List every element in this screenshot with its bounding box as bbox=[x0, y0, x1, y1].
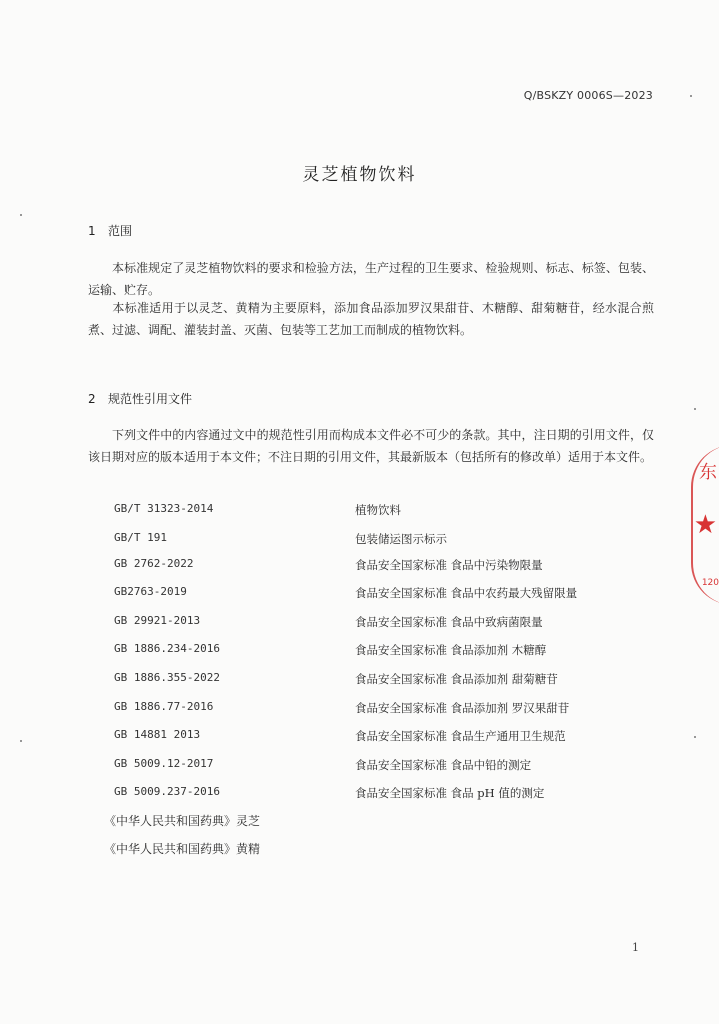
reference-title: 食品安全国家标准 食品添加剂 罗汉果甜苷 bbox=[355, 700, 570, 715]
reference-item bbox=[114, 502, 634, 531]
reference-item bbox=[114, 757, 634, 786]
section-title: 规范性引用文件 bbox=[108, 392, 193, 406]
seal-stamp-numerals: 120 bbox=[701, 578, 719, 588]
document-title: 灵芝植物饮料 bbox=[302, 165, 417, 185]
reference-item bbox=[114, 642, 634, 671]
scan-speck bbox=[20, 740, 22, 742]
reference-code: GB 2762-2022 bbox=[114, 556, 194, 570]
reference-title: 食品安全国家标准 食品添加剂 甜菊糖苷 bbox=[355, 671, 558, 686]
reference-item bbox=[114, 671, 634, 700]
reference-code: GB/T 191 bbox=[114, 530, 167, 544]
reference-title: 食品安全国家标准 食品中农药最大残留限量 bbox=[355, 586, 578, 601]
pharmacopoeia-item: 《中华人民共和国药典》黄精 bbox=[104, 842, 261, 856]
reference-item bbox=[114, 614, 634, 643]
reference-title: 食品安全国家标准 食品 pH 值的测定 bbox=[355, 786, 545, 801]
reference-code: GB 1886.234-2016 bbox=[114, 642, 220, 656]
reference-title: 食品安全国家标准 食品添加剂 木糖醇 bbox=[355, 643, 547, 658]
reference-code: GB/T 31323-2014 bbox=[114, 502, 214, 515]
reference-title: 食品安全国家标准 食品中铅的测定 bbox=[355, 757, 532, 772]
section-title: 范围 bbox=[108, 224, 133, 238]
paragraph-text: 本标准规定了灵芝植物饮料的要求和检验方法，生产过程的卫生要求、检验规则、标志、标签、包装、运输、贮存。 bbox=[88, 261, 654, 297]
section-1-paragraph-1 bbox=[88, 257, 654, 301]
reference-title: 食品安全国家标准 食品生产通用卫生规范 bbox=[355, 729, 566, 744]
scan-speck bbox=[20, 214, 22, 216]
paragraph-text: 下列文件中的内容通过文中的规范性引用而构成本文件必不可少的条款。其中，注日期的引用文件，仅该日期对应的版本适用于本文件；不注日期的引用文件，其最新版本（包括所有的修改单）适用于本文件。 bbox=[88, 428, 654, 464]
section-1-heading bbox=[88, 222, 132, 239]
reference-title: 食品安全国家标准 食品中致病菌限量 bbox=[355, 614, 543, 629]
reference-title: 包装储运图示标示 bbox=[355, 531, 447, 546]
reference-title: 食品安全国家标准 食品中污染物限量 bbox=[355, 557, 543, 572]
reference-code: GB 14881 2013 bbox=[114, 728, 201, 742]
reference-item bbox=[114, 785, 634, 814]
scan-speck bbox=[694, 408, 696, 410]
reference-item bbox=[114, 700, 634, 729]
reference-code: GB 1886.355-2022 bbox=[114, 670, 220, 684]
paragraph-text: 本标准适用于以灵芝、黄精为主要原料，添加食品添加罗汉果甜苷、木糖醇、甜菊糖苷，经水混合煎煮、过滤、调配、灌装封盖、灭菌、包装等工艺加工而制成的植物饮料。 bbox=[88, 301, 654, 337]
reference-list bbox=[114, 502, 634, 814]
section-number: 2 bbox=[88, 392, 96, 406]
reference-code: GB 5009.12-2017 bbox=[114, 756, 214, 770]
reference-code: GB2763-2019 bbox=[114, 585, 187, 599]
scan-speck bbox=[694, 736, 696, 738]
scan-speck bbox=[690, 95, 692, 97]
pharmacopoeia-item: 《中华人民共和国药典》灵芝 bbox=[104, 814, 261, 828]
reference-item bbox=[114, 728, 634, 757]
section-1-paragraph-2 bbox=[88, 297, 654, 341]
document-code: Q/BSKZY 0006S—2023 bbox=[523, 89, 653, 102]
reference-item bbox=[114, 557, 634, 586]
section-2-paragraph-1 bbox=[88, 424, 654, 468]
reference-code: GB 1886.77-2016 bbox=[114, 699, 214, 713]
section-2-heading bbox=[88, 390, 192, 407]
section-number: 1 bbox=[88, 224, 96, 238]
seal-stamp-char: 东 bbox=[699, 462, 717, 483]
page-number: 1 bbox=[632, 941, 639, 954]
reference-title: 植物饮料 bbox=[355, 503, 401, 517]
reference-code: GB 5009.237-2016 bbox=[114, 785, 220, 799]
pharmacopoeia-list bbox=[104, 812, 260, 868]
seal-star-icon: ★ bbox=[693, 510, 717, 540]
reference-item bbox=[114, 531, 634, 557]
reference-item bbox=[114, 585, 634, 614]
reference-code: GB 29921-2013 bbox=[114, 613, 201, 627]
